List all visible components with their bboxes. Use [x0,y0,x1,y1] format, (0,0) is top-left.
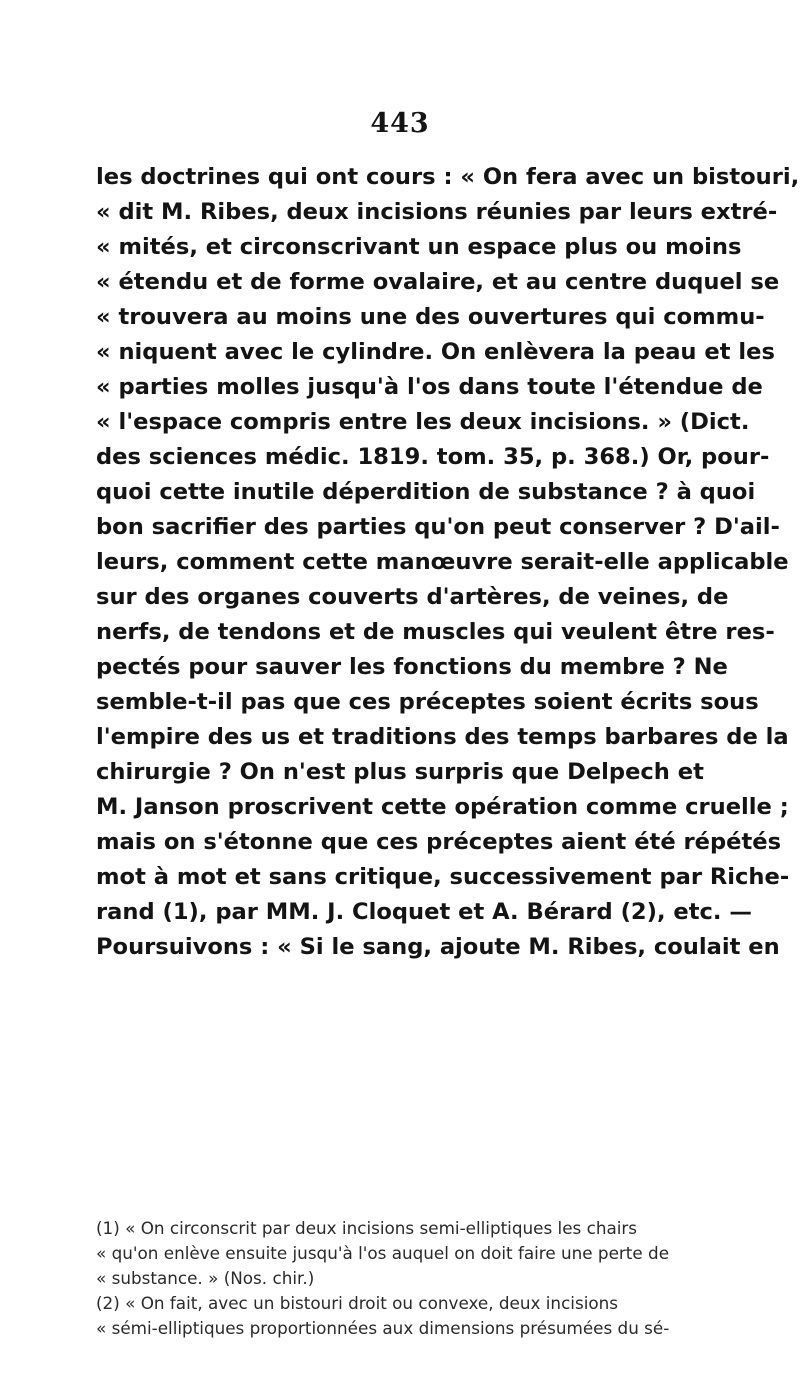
body-line: « étendu et de forme ovalaire, et au centre duquel se [96,269,780,295]
body-line: nerfs, de tendons et de muscles qui veulent être res- [96,619,775,645]
body-line: « l'espace compris entre les deux incisions. » (Dict. [96,409,750,435]
body-line: « parties molles jusqu'à l'os dans toute l'étendue de [96,374,763,400]
body-line: pectés pour sauver les fonctions du membre ? Ne [96,654,728,680]
body-line: sur des organes couverts d'artères, de veines, de [96,584,729,610]
footnote-line: « substance. » (Nos. chir.) [96,1268,315,1288]
body-line: M. Janson proscrivent cette opération comme cruelle ; [96,794,789,820]
body-line: « mités, et circonscrivant un espace plus ou moins [96,234,742,260]
body-line: « niquent avec le cylindre. On enlèvera la peau et les [96,339,775,365]
body-line: mot à mot et sans critique, successivement par Riche- [96,864,790,890]
footnote-line: « qu'on enlève ensuite jusqu'à l'os auquel on doit faire une perte de [96,1243,670,1263]
footnote-line: (2) « On fait, avec un bistouri droit ou convexe, deux incisions [96,1293,619,1313]
body-line: des sciences médic. 1819. tom. 35, p. 368.) Or, pour- [96,444,770,470]
page-number: 443 [370,108,430,139]
body-line: rand (1), par MM. J. Cloquet et A. Bérard (2), etc. — [96,899,752,925]
body-line: leurs, comment cette manœuvre serait-elle applicable [96,549,789,575]
body-line: chirurgie ? On n'est plus surpris que Delpech et [96,759,704,785]
footnote-line: (1) « On circonscrit par deux incisions semi-elliptiques les chairs [96,1218,638,1238]
body-line: « dit M. Ribes, deux incisions réunies par leurs extré- [96,199,778,225]
footnotes [96,1216,796,1341]
body-line: quoi cette inutile déperdition de substance ? à quoi [96,479,756,505]
body-line: mais on s'étonne que ces préceptes aient été répétés [96,829,782,855]
body-line: les doctrines qui ont cours : « On fera avec un bistouri, [96,164,800,190]
body-line: Poursuivons : « Si le sang, ajoute M. Ribes, coulait en [96,934,780,960]
footnote-line: « sémi-elliptiques proportionnées aux dimensions présumées du sé- [96,1318,670,1338]
body-line: l'empire des us et traditions des temps barbares de la [96,724,789,750]
body-line: bon sacrifier des parties qu'on peut conserver ? D'ail- [96,514,780,540]
body-line: semble-t-il pas que ces préceptes soient écrits sous [96,689,759,715]
body-line: « trouvera au moins une des ouvertures qui commu- [96,304,765,330]
body-text [96,160,800,965]
